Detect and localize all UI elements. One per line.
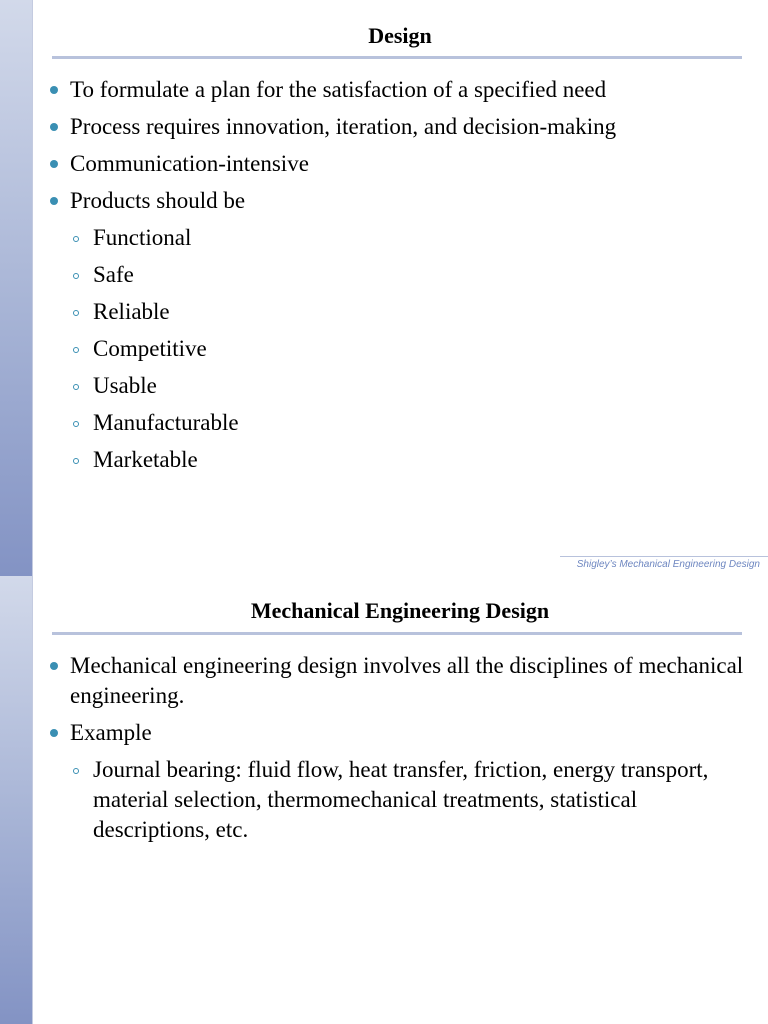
bullet-item: Products should be [48, 186, 748, 216]
bullet-item: Communication-intensive [48, 149, 748, 179]
bullet-ring-icon [73, 273, 79, 279]
sub-bullet-item: Competitive [48, 334, 748, 364]
bullet-ring-icon [73, 421, 79, 427]
sub-bullet-item: Journal bearing: fluid flow, heat transfer, friction, energy transport, material selection, thermomechanical treatments, statistical descriptions, etc. [48, 755, 748, 845]
sub-bullet-item: Reliable [48, 297, 748, 327]
bullet-dot-icon [50, 123, 58, 131]
title-underline [52, 632, 742, 635]
bullet-item: Mechanical engineering design involves all the disciplines of mechanical engineering. [48, 651, 748, 711]
sub-bullet-item: Marketable [48, 445, 748, 475]
bullet-item: To formulate a plan for the satisfaction of a specified need [48, 75, 748, 105]
slide-side-bar [0, 576, 33, 1024]
bullet-ring-icon [73, 384, 79, 390]
bullet-ring-icon [73, 768, 79, 774]
bullet-item: Example [48, 718, 748, 748]
sub-bullet-item: Safe [48, 260, 748, 290]
bullet-dot-icon [50, 86, 58, 94]
bullet-dot-icon [50, 662, 58, 670]
slide-title: Mechanical Engineering Design [250, 598, 550, 623]
bullet-item: Process requires innovation, iteration, and decision-making [48, 112, 748, 142]
sub-bullet-item: Functional [48, 223, 748, 253]
slide-footer: Shigley’s Mechanical Engineering Design [576, 559, 760, 570]
bullet-ring-icon [73, 310, 79, 316]
slide-title: Design [368, 23, 432, 48]
slide-mechanical-engineering-design [0, 576, 768, 1024]
bullet-dot-icon [50, 160, 58, 168]
bullet-list [48, 651, 748, 852]
bullet-ring-icon [73, 458, 79, 464]
footer-rule [560, 556, 768, 557]
title-underline [52, 56, 742, 59]
sub-bullet-item: Manufacturable [48, 408, 748, 438]
slide-side-bar [0, 0, 33, 576]
bullet-ring-icon [73, 236, 79, 242]
bullet-dot-icon [50, 729, 58, 737]
bullet-dot-icon [50, 197, 58, 205]
sub-bullet-item: Usable [48, 371, 748, 401]
bullet-list [48, 75, 748, 482]
bullet-ring-icon [73, 347, 79, 353]
